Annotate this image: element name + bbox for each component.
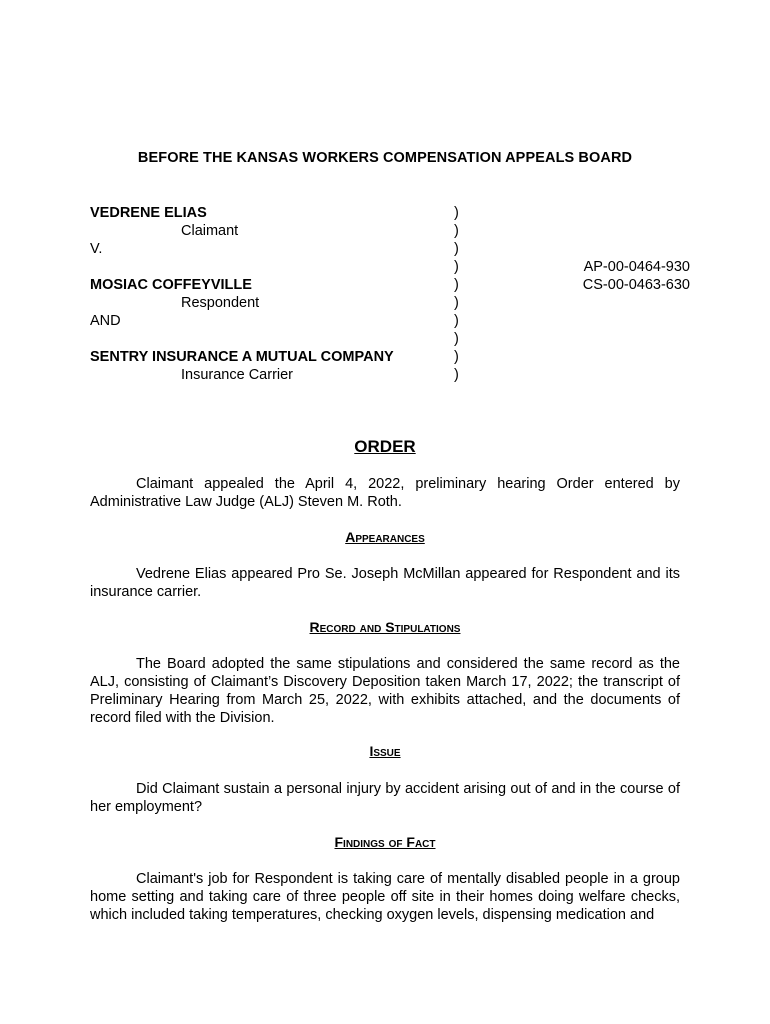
findings-paragraph: Claimant's job for Respondent is taking care of mentally disabled people in a group home setting and taking care of three people off site in their homes doing welfare checks, which included taking temperatures, checking oxygen levels, dispensing medication and	[90, 871, 680, 923]
record-paragraph: The Board adopted the same stipulations and considered the same record as the ALJ, consisting of Claimant’s Discovery Deposition taken March 17, 2022; the transcript of Preliminary Hearing from March 25, 2022, with exhibits attached, and the documents of record filed with the Division.	[90, 656, 680, 726]
paren: )	[454, 331, 459, 347]
paren: )	[454, 313, 459, 329]
paren: )	[454, 205, 459, 221]
caption-parentheses	[454, 204, 459, 384]
claimant-name: VEDRENE ELIAS	[90, 205, 207, 221]
appearances-heading: Appearances	[345, 529, 425, 545]
appearances-paragraph: Vedrene Elias appeared Pro Se. Joseph McMillan appeared for Respondent and its insurance carrier.	[90, 566, 680, 600]
respondent-name: MOSIAC COFFEYVILLE	[90, 277, 252, 293]
order-heading: ORDER	[354, 437, 416, 456]
paren: )	[454, 241, 459, 257]
paren: )	[454, 277, 459, 293]
docket-cs: CS-00-0463-630	[582, 277, 690, 293]
paren: )	[454, 259, 459, 275]
claimant-role: Claimant	[181, 223, 239, 239]
findings-heading: Findings of Fact	[334, 834, 436, 850]
issue-heading: Issue	[369, 743, 401, 759]
paren: )	[454, 367, 459, 383]
intro-paragraph: Claimant appealed the April 4, 2022, preliminary hearing Order entered by Administrative Law Judge (ALJ) Steven M. Roth.	[90, 476, 680, 510]
board-title: BEFORE THE KANSAS WORKERS COMPENSATION APPEALS BOARD	[137, 150, 633, 166]
versus-label: V.	[90, 241, 103, 257]
carrier-role: Insurance Carrier	[181, 367, 294, 383]
respondent-role: Respondent	[181, 295, 260, 311]
record-heading: Record and Stipulations	[309, 619, 461, 635]
docket-ap: AP-00-0464-930	[583, 259, 690, 275]
case-caption	[90, 204, 690, 394]
paren: )	[454, 223, 459, 239]
and-label: AND	[90, 313, 121, 329]
carrier-name: SENTRY INSURANCE A MUTUAL COMPANY	[90, 349, 394, 365]
issue-paragraph: Did Claimant sustain a personal injury by accident arising out of and in the course of her employment?	[90, 781, 680, 815]
docket-numbers	[583, 258, 690, 294]
paren: )	[454, 349, 459, 365]
paren: )	[454, 295, 459, 311]
